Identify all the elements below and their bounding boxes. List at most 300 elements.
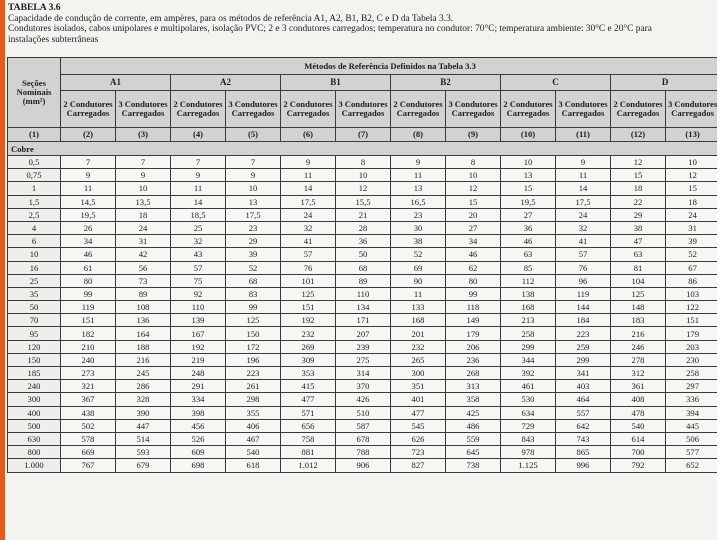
capacity-cell: 125 — [226, 314, 281, 327]
column-number: (10) — [501, 128, 556, 142]
capacity-cell: 12 — [611, 156, 666, 169]
section-size-cell: 0,75 — [8, 169, 61, 182]
capacity-cell: 17,5 — [556, 195, 611, 208]
column-number: (4) — [171, 128, 226, 142]
capacity-cell: 76 — [556, 261, 611, 274]
section-size-cell: 0,5 — [8, 156, 61, 169]
method-header-b1: B1 — [281, 75, 391, 91]
capacity-cell: 367 — [61, 393, 116, 406]
column-number: (6) — [281, 128, 336, 142]
table-row — [8, 446, 718, 459]
capacity-cell: 11 — [61, 182, 116, 195]
capacity-cell: 438 — [61, 406, 116, 419]
capacity-cell: 149 — [446, 314, 501, 327]
capacity-cell: 110 — [171, 301, 226, 314]
capacity-cell: 52 — [391, 248, 446, 261]
capacity-cell: 370 — [336, 380, 391, 393]
capacity-cell: 865 — [556, 446, 611, 459]
capacity-cell: 336 — [666, 393, 718, 406]
capacity-cell: 456 — [171, 419, 226, 432]
capacity-cell: 125 — [611, 287, 666, 300]
capacity-cell: 906 — [336, 459, 391, 472]
caption-line-3: instalações subterrâneas — [8, 34, 99, 45]
capacity-cell: 738 — [446, 459, 501, 472]
capacity-cell: 309 — [281, 353, 336, 366]
sections-header: Seções Nominais (mm²) — [8, 58, 61, 128]
capacity-cell: 15 — [611, 169, 666, 182]
capacity-cell: 179 — [666, 327, 718, 340]
capacity-cell: 10 — [116, 182, 171, 195]
table-row — [8, 182, 718, 195]
capacity-cell: 86 — [666, 274, 718, 287]
capacity-cell: 7 — [226, 156, 281, 169]
capacity-cell: 261 — [226, 380, 281, 393]
table-row — [8, 406, 718, 419]
capacity-cell: 108 — [116, 301, 171, 314]
capacity-cell: 344 — [501, 353, 556, 366]
capacity-cell: 63 — [501, 248, 556, 261]
capacity-cell: 461 — [501, 380, 556, 393]
capacity-cell: 38 — [611, 221, 666, 234]
capacity-cell: 792 — [611, 459, 666, 472]
table-row — [8, 248, 718, 261]
capacity-cell: 206 — [446, 340, 501, 353]
capacity-cell: 758 — [281, 432, 336, 445]
capacity-cell: 104 — [611, 274, 666, 287]
capacity-cell: 89 — [116, 287, 171, 300]
capacity-cell: 477 — [391, 406, 446, 419]
capacity-cell: 201 — [391, 327, 446, 340]
capacity-cell: 259 — [556, 340, 611, 353]
capacity-cell: 20 — [446, 208, 501, 221]
capacity-cell: 9 — [61, 169, 116, 182]
capacity-cell: 642 — [556, 419, 611, 432]
capacity-cell: 167 — [171, 327, 226, 340]
capacity-cell: 28 — [336, 221, 391, 234]
capacity-cell: 42 — [116, 248, 171, 261]
capacity-cell: 57 — [171, 261, 226, 274]
capacity-cell: 207 — [336, 327, 391, 340]
capacity-cell: 767 — [61, 459, 116, 472]
capacity-cell: 68 — [226, 274, 281, 287]
conductor-header: 2 Condutores Carregados — [501, 91, 556, 128]
capacity-cell: 9 — [116, 169, 171, 182]
conductor-header: 3 Condutores Carregados — [446, 91, 501, 128]
capacity-cell: 361 — [611, 380, 666, 393]
capacity-cell: 41 — [281, 235, 336, 248]
capacity-cell: 559 — [446, 432, 501, 445]
capacity-cell: 313 — [446, 380, 501, 393]
capacity-cell: 101 — [281, 274, 336, 287]
capacity-cell: 13 — [391, 182, 446, 195]
capacity-cell: 68 — [336, 261, 391, 274]
capacity-cell: 18 — [666, 195, 718, 208]
capacity-cell: 150 — [226, 327, 281, 340]
capacity-cell: 184 — [556, 314, 611, 327]
capacity-cell: 21 — [336, 208, 391, 221]
capacity-cell: 300 — [391, 367, 446, 380]
capacity-cell: 11 — [391, 287, 446, 300]
capacity-cell: 299 — [501, 340, 556, 353]
capacity-cell: 52 — [666, 248, 718, 261]
capacity-cell: 83 — [226, 287, 281, 300]
table-row — [8, 459, 718, 472]
capacity-cell: 52 — [226, 261, 281, 274]
capacity-cell: 232 — [391, 340, 446, 353]
capacity-cell: 36 — [501, 221, 556, 234]
capacity-cell: 258 — [501, 327, 556, 340]
capacity-cell: 12 — [446, 182, 501, 195]
capacity-cell: 236 — [446, 353, 501, 366]
capacity-cell: 15 — [446, 195, 501, 208]
capacity-cell: 587 — [336, 419, 391, 432]
section-size-cell: 16 — [8, 261, 61, 274]
capacity-cell: 278 — [611, 353, 666, 366]
capacity-cell: 151 — [61, 314, 116, 327]
methods-header: Métodos de Referência Definidos na Tabela 3.3 — [61, 58, 718, 75]
section-size-cell: 50 — [8, 301, 61, 314]
capacity-cell: 445 — [666, 419, 718, 432]
table-title: TABELA 3.6 — [8, 2, 61, 13]
capacity-cell: 743 — [556, 432, 611, 445]
capacity-cell: 578 — [61, 432, 116, 445]
capacity-cell: 11 — [171, 182, 226, 195]
capacity-cell: 122 — [666, 301, 718, 314]
capacity-cell: 398 — [171, 406, 226, 419]
capacity-cell: 57 — [281, 248, 336, 261]
capacity-cell: 10 — [336, 169, 391, 182]
caption-line-1: Capacidade de condução de corrente, em ampères, para os métodos de referência A1, A2, B1, B2, C e D da Tabela 3.3. — [8, 13, 454, 24]
capacity-cell: 46 — [501, 235, 556, 248]
capacity-cell: 17,5 — [226, 208, 281, 221]
capacity-cell: 394 — [666, 406, 718, 419]
capacity-cell: 89 — [336, 274, 391, 287]
capacity-cell: 540 — [226, 446, 281, 459]
capacity-cell: 36 — [336, 235, 391, 248]
capacity-cell: 14 — [556, 182, 611, 195]
capacity-cell: 46 — [61, 248, 116, 261]
capacity-cell: 32 — [556, 221, 611, 234]
capacity-cell: 843 — [501, 432, 556, 445]
capacity-cell: 10 — [226, 182, 281, 195]
capacity-cell: 10 — [446, 169, 501, 182]
conductor-header: 2 Condutores Carregados — [281, 91, 336, 128]
capacity-cell: 80 — [61, 274, 116, 287]
column-number: (2) — [61, 128, 116, 142]
capacity-cell: 545 — [391, 419, 446, 432]
capacity-cell: 67 — [666, 261, 718, 274]
table-row — [8, 221, 718, 234]
section-size-cell: 185 — [8, 367, 61, 380]
document-page — [5, 0, 717, 540]
capacity-cell: 219 — [171, 353, 226, 366]
capacity-cell: 314 — [336, 367, 391, 380]
capacity-cell: 1.012 — [281, 459, 336, 472]
capacity-cell: 723 — [391, 446, 446, 459]
section-size-cell: 800 — [8, 446, 61, 459]
conductor-header: 2 Condutores Carregados — [391, 91, 446, 128]
conductor-header: 2 Condutores Carregados — [611, 91, 666, 128]
capacity-cell: 13,5 — [116, 195, 171, 208]
capacity-cell: 134 — [336, 301, 391, 314]
capacity-cell: 24 — [556, 208, 611, 221]
capacity-cell: 46 — [446, 248, 501, 261]
capacity-cell: 486 — [446, 419, 501, 432]
capacity-cell: 230 — [666, 353, 718, 366]
column-number: (5) — [226, 128, 281, 142]
capacity-cell: 14 — [281, 182, 336, 195]
section-size-cell: 400 — [8, 406, 61, 419]
capacity-cell: 698 — [171, 459, 226, 472]
capacity-cell: 403 — [556, 380, 611, 393]
capacity-cell: 299 — [556, 353, 611, 366]
table-row — [8, 169, 718, 182]
capacity-cell: 679 — [116, 459, 171, 472]
capacity-cell: 27 — [446, 221, 501, 234]
capacity-cell: 571 — [281, 406, 336, 419]
capacity-cell: 223 — [556, 327, 611, 340]
capacity-cell: 978 — [501, 446, 556, 459]
capacity-cell: 15 — [666, 182, 718, 195]
capacity-cell: 273 — [61, 367, 116, 380]
capacity-cell: 401 — [391, 393, 446, 406]
column-number: (7) — [336, 128, 391, 142]
capacity-cell: 85 — [501, 261, 556, 274]
column-number: (3) — [116, 128, 171, 142]
capacity-cell: 265 — [391, 353, 446, 366]
capacity-cell: 464 — [556, 393, 611, 406]
section-size-cell: 70 — [8, 314, 61, 327]
capacity-cell: 8 — [336, 156, 391, 169]
capacity-cell: 11 — [281, 169, 336, 182]
column-number: (9) — [446, 128, 501, 142]
table-row — [8, 419, 718, 432]
section-size-cell: 300 — [8, 393, 61, 406]
capacity-cell: 341 — [556, 367, 611, 380]
capacity-cell: 669 — [61, 446, 116, 459]
column-number: (1) — [8, 128, 61, 142]
capacity-cell: 57 — [556, 248, 611, 261]
conductor-header: 3 Condutores Carregados — [666, 91, 718, 128]
capacity-cell: 16,5 — [391, 195, 446, 208]
capacity-cell: 188 — [116, 340, 171, 353]
capacity-cell: 7 — [116, 156, 171, 169]
capacity-cell: 239 — [336, 340, 391, 353]
capacity-cell: 678 — [336, 432, 391, 445]
capacity-cell: 118 — [446, 301, 501, 314]
capacity-cell: 9 — [226, 169, 281, 182]
capacity-cell: 248 — [171, 367, 226, 380]
capacity-cell: 24 — [116, 221, 171, 234]
table-row — [8, 314, 718, 327]
method-header-a1: A1 — [61, 75, 171, 91]
capacity-cell: 506 — [666, 432, 718, 445]
capacity-cell: 192 — [171, 340, 226, 353]
capacity-cell: 75 — [171, 274, 226, 287]
section-size-cell: 95 — [8, 327, 61, 340]
table-row — [8, 195, 718, 208]
capacity-cell: 645 — [446, 446, 501, 459]
capacity-cell: 29 — [611, 208, 666, 221]
capacity-cell: 540 — [611, 419, 666, 432]
section-size-cell: 240 — [8, 380, 61, 393]
capacity-cell: 39 — [666, 235, 718, 248]
capacity-cell: 168 — [501, 301, 556, 314]
capacity-cell: 510 — [336, 406, 391, 419]
section-size-cell: 630 — [8, 432, 61, 445]
section-size-cell: 25 — [8, 274, 61, 287]
capacity-cell: 31 — [666, 221, 718, 234]
capacity-cell: 110 — [336, 287, 391, 300]
table-row — [8, 340, 718, 353]
capacity-cell: 729 — [501, 419, 556, 432]
capacity-cell: 196 — [226, 353, 281, 366]
capacity-cell: 7 — [61, 156, 116, 169]
capacity-cell: 136 — [116, 314, 171, 327]
capacity-cell: 334 — [171, 393, 226, 406]
section-size-cell: 2,5 — [8, 208, 61, 221]
capacity-cell: 8 — [446, 156, 501, 169]
conductor-header: 2 Condutores Carregados — [61, 91, 116, 128]
caption-line-2: Condutores isolados, cabos unipolares e multipolares, isolação PVC; 2 e 3 condutores carregados; temperatura no condutor: 70°C; temperatura ambiente: 30°C e 20°C para — [8, 24, 652, 34]
capacity-cell: 172 — [226, 340, 281, 353]
capacity-cell: 996 — [556, 459, 611, 472]
capacity-cell: 652 — [666, 459, 718, 472]
capacity-cell: 92 — [171, 287, 226, 300]
capacity-cell: 618 — [226, 459, 281, 472]
capacity-cell: 526 — [171, 432, 226, 445]
capacity-cell: 9 — [171, 169, 226, 182]
capacity-cell: 81 — [611, 261, 666, 274]
capacity-cell: 312 — [611, 367, 666, 380]
conductor-header: 3 Condutores Carregados — [116, 91, 171, 128]
capacity-cell: 10 — [666, 156, 718, 169]
capacity-cell: 34 — [61, 235, 116, 248]
capacity-cell: 144 — [556, 301, 611, 314]
capacity-cell: 23 — [391, 208, 446, 221]
section-size-cell: 1 — [8, 182, 61, 195]
column-number: (13) — [666, 128, 718, 142]
capacity-cell: 328 — [116, 393, 171, 406]
capacity-cell: 30 — [391, 221, 446, 234]
capacity-cell: 14 — [171, 195, 226, 208]
capacity-cell: 43 — [171, 248, 226, 261]
capacity-cell: 179 — [446, 327, 501, 340]
capacity-cell: 223 — [226, 367, 281, 380]
capacity-cell: 63 — [611, 248, 666, 261]
capacity-cell: 47 — [611, 235, 666, 248]
capacity-cell: 355 — [226, 406, 281, 419]
capacity-cell: 17,5 — [281, 195, 336, 208]
capacity-cell: 321 — [61, 380, 116, 393]
capacity-cell: 151 — [281, 301, 336, 314]
capacity-cell: 477 — [281, 393, 336, 406]
capacity-cell: 10 — [501, 156, 556, 169]
method-header-d: D — [611, 75, 718, 91]
capacity-cell: 467 — [226, 432, 281, 445]
column-number: (11) — [556, 128, 611, 142]
table-row — [8, 274, 718, 287]
capacity-cell: 1.125 — [501, 459, 556, 472]
capacity-cell: 183 — [611, 314, 666, 327]
capacity-cell: 203 — [666, 340, 718, 353]
section-size-cell: 120 — [8, 340, 61, 353]
capacity-cell: 112 — [501, 274, 556, 287]
capacity-cell: 15,5 — [336, 195, 391, 208]
capacity-cell: 171 — [336, 314, 391, 327]
capacity-cell: 76 — [281, 261, 336, 274]
capacity-cell: 32 — [171, 235, 226, 248]
table-row — [8, 432, 718, 445]
capacity-cell: 119 — [61, 301, 116, 314]
capacity-cell: 99 — [226, 301, 281, 314]
capacity-cell: 609 — [171, 446, 226, 459]
capacity-cell: 9 — [391, 156, 446, 169]
capacity-cell: 11 — [556, 169, 611, 182]
capacity-cell: 246 — [611, 340, 666, 353]
conductor-header: 3 Condutores Carregados — [226, 91, 281, 128]
capacity-cell: 9 — [281, 156, 336, 169]
capacity-cell: 216 — [116, 353, 171, 366]
table-row — [8, 156, 718, 169]
capacity-cell: 148 — [611, 301, 666, 314]
capacity-cell: 14,5 — [61, 195, 116, 208]
capacity-cell: 133 — [391, 301, 446, 314]
capacity-cell: 656 — [281, 419, 336, 432]
section-size-cell: 6 — [8, 235, 61, 248]
capacity-cell: 298 — [226, 393, 281, 406]
capacity-cell: 22 — [611, 195, 666, 208]
section-size-cell: 10 — [8, 248, 61, 261]
capacity-cell: 103 — [666, 287, 718, 300]
capacity-cell: 9 — [556, 156, 611, 169]
capacity-cell: 275 — [336, 353, 391, 366]
capacity-cell: 38 — [391, 235, 446, 248]
capacity-cell: 530 — [501, 393, 556, 406]
capacity-cell: 415 — [281, 380, 336, 393]
capacity-cell: 25 — [171, 221, 226, 234]
table-row — [8, 380, 718, 393]
table-caption — [5, 0, 717, 45]
capacity-cell: 213 — [501, 314, 556, 327]
capacity-cell: 286 — [116, 380, 171, 393]
capacity-cell: 151 — [666, 314, 718, 327]
capacity-cell: 351 — [391, 380, 446, 393]
table-row — [8, 367, 718, 380]
capacity-cell: 269 — [281, 340, 336, 353]
capacity-cell: 138 — [501, 287, 556, 300]
capacity-cell: 168 — [391, 314, 446, 327]
section-size-cell: 150 — [8, 353, 61, 366]
capacity-cell: 90 — [391, 274, 446, 287]
capacity-cell: 514 — [116, 432, 171, 445]
capacity-cell: 99 — [446, 287, 501, 300]
table-row — [8, 287, 718, 300]
capacity-cell: 216 — [611, 327, 666, 340]
capacity-cell: 788 — [336, 446, 391, 459]
capacity-cell: 80 — [446, 274, 501, 287]
table-row — [8, 393, 718, 406]
capacity-cell: 119 — [556, 287, 611, 300]
capacity-cell: 297 — [666, 380, 718, 393]
section-size-cell: 1,5 — [8, 195, 61, 208]
capacity-cell: 557 — [556, 406, 611, 419]
capacity-cell: 164 — [116, 327, 171, 340]
capacity-cell: 125 — [281, 287, 336, 300]
capacity-cell: 232 — [281, 327, 336, 340]
section-size-cell: 4 — [8, 221, 61, 234]
capacity-cell: 245 — [116, 367, 171, 380]
